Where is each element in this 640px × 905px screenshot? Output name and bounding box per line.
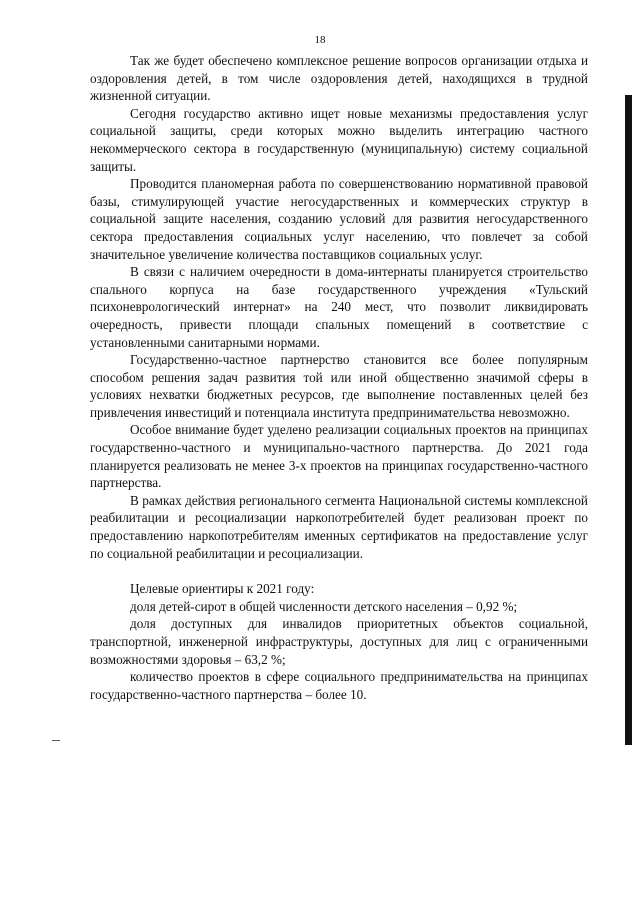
paragraph-public-private-partnership: Государственно-частное партнерство становится все более популярным способом решения задач развития той или иной общественно значимой сферы в условиях нехватки бюджетных ресурсов, где выполнение поставленных целей без привлечения инвестиций и потенциала института предпринимательства невозможно.	[90, 352, 588, 420]
paragraph-rehabilitation-certificates: В рамках действия регионального сегмента Национальной системы комплексной реабилитации и ресоциализации наркопотребителей будет реализован проект по предоставлению наркопотребителям именных сертификатов на предоставление услуг по социальной реабилитации и ресоциализации.	[90, 492, 588, 561]
scan-speck	[52, 740, 60, 741]
paragraph-social-projects: Особое внимание будет уделено реализации социальных проектов на принципах государственно-частного и муниципально-частного партнерства. До 2021 года планируется реализовать не менее 3-х проектов на принципах государственно-частного партнерства.	[90, 422, 588, 491]
page-number: 18	[314, 34, 326, 46]
paragraph-recreation: Так же будет обеспечено комплексное решение вопросов организации отдыха и оздоровления детей, в том числе оздоровления детей, находящихся в трудной жизненной ситуации.	[90, 53, 588, 104]
paragraph-regulatory-framework: Проводится планомерная работа по совершенствованию нормативной правовой базы, стимулирующей участие негосударственных и коммерческих структур в социальной защите населения, созданию условий для развития негосударственного сектора предоставления социальных услуг населению, что повлечет за собой значительное увеличение количества поставщиков социальных услуг.	[90, 176, 588, 262]
scan-edge-shadow	[625, 95, 632, 745]
target-item-orphans-share: доля детей-сирот в общей численности детского населения – 0,92 %;	[130, 598, 518, 614]
paragraph-boarding-house-construction: В связи с наличием очередности в дома-интернаты планируется строительство спального корпуса на базе государственного учреждения «Тульский психоневрологический интернат» на 240 мест, что позволит ликвидировать очередность, привести площади спальных помещений в соответствие с установленными санитарными нормами.	[90, 264, 588, 350]
targets-heading: Целевые ориентиры к 2021 году:	[130, 581, 315, 597]
target-item-accessible-facilities: доля доступных для инвалидов приоритетных объектов социальной, транспортной, инженерной инфраструктуры, доступных для лиц с ограниченными возможностями здоровья – 63,2 %;	[90, 616, 588, 667]
paragraph-social-protection-mechanisms: Сегодня государство активно ищет новые механизмы предоставления услуг социальной защиты, среди которых можно выделить интеграцию частного некоммерческого сектора в государственную (муниципальную) систему социальной защиты.	[90, 105, 588, 174]
target-item-social-projects: количество проектов в сфере социального предпринимательства на принципах государственно-частного партнерства – более 10.	[90, 669, 588, 702]
document-body	[90, 52, 588, 703]
